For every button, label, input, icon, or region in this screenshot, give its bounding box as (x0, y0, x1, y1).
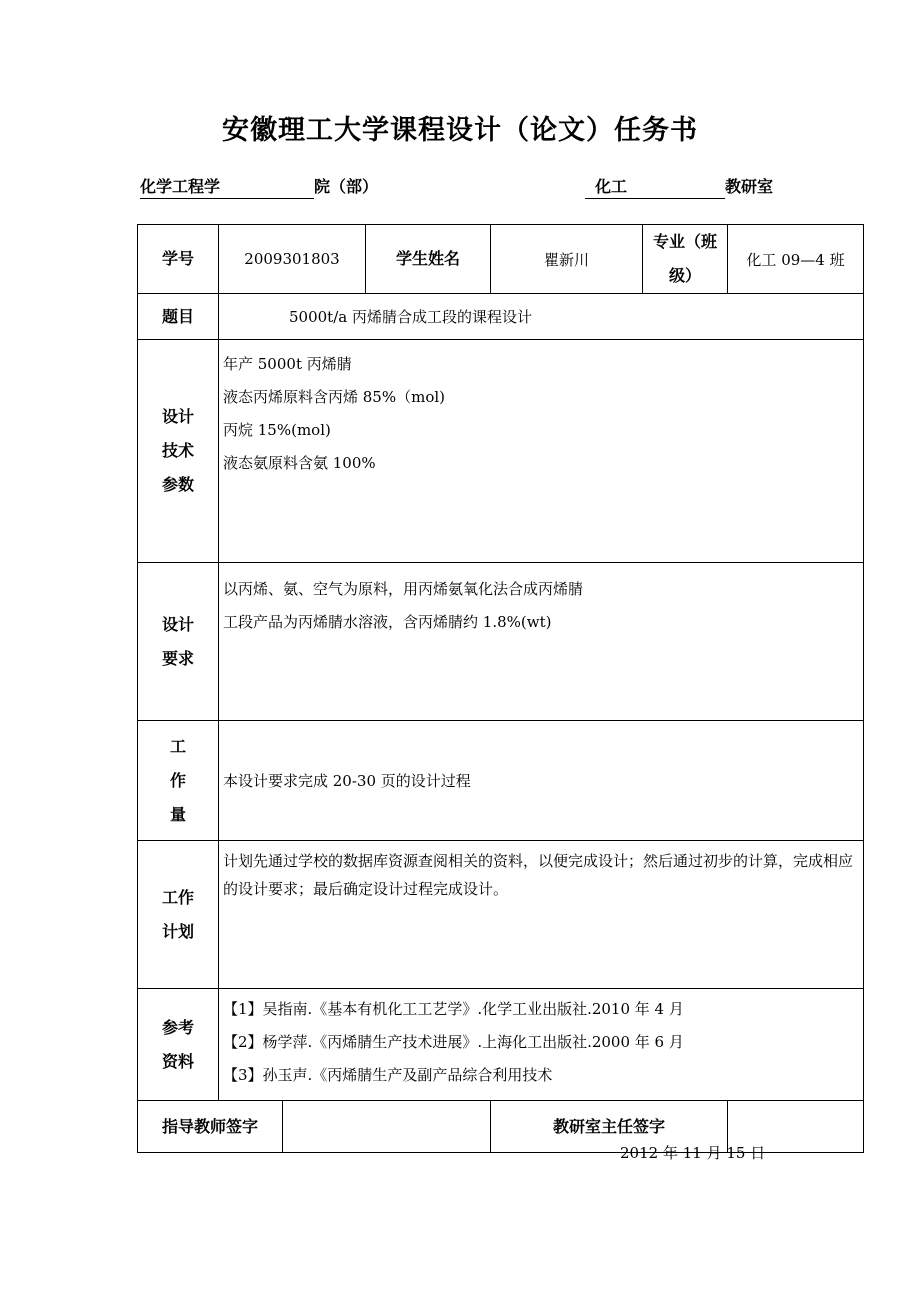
param-line: 年产 5000t 丙烯腈 (223, 355, 352, 373)
student-name-value: 瞿新川 (491, 225, 643, 294)
param-line: 丙烷 15%(mol) (223, 421, 331, 439)
office-name: 化工 (585, 176, 725, 199)
college-suffix: 院（部） (314, 177, 379, 196)
param-line: 液态氨原料含氨 100% (223, 454, 376, 472)
major-value: 化工 09—4 班 (728, 225, 864, 294)
topic-label: 题目 (138, 294, 219, 340)
document-date: 2012 年 11 月 15 日 (620, 1144, 766, 1162)
references-row (138, 989, 864, 1101)
reference-item: 【3】孙玉声.《丙烯腈生产及副产品综合利用技术 (223, 1066, 553, 1084)
student-name-label: 学生姓名 (366, 225, 491, 294)
info-row (138, 225, 864, 294)
params-label: 设计 技术 参数 (138, 340, 219, 563)
advisor-signature-label: 指导教师签字 (138, 1101, 283, 1153)
param-line: 液态丙烯原料含丙烯 85%（mol) (223, 388, 446, 406)
plan-row (138, 841, 864, 989)
params-row (138, 340, 864, 563)
major-label: 专业（班级） (643, 225, 728, 294)
plan-label: 工作 计划 (138, 841, 219, 989)
page-title: 安徽理工大学课程设计（论文）任务书 (222, 115, 698, 146)
workload-content: 本设计要求完成 20-30 页的设计过程 (219, 721, 864, 841)
college-line (140, 176, 378, 199)
reference-item: 【2】杨学萍.《丙烯腈生产技术进展》.上海化工出版社.2000 年 6 月 (223, 1033, 684, 1051)
requirements-label: 设计 要求 (138, 563, 219, 721)
references-content (219, 989, 864, 1101)
office-suffix: 教研室 (725, 177, 774, 196)
advisor-signature-field[interactable] (283, 1101, 491, 1153)
director-signature-label: 教研室主任签字 (491, 1101, 728, 1153)
student-id-label: 学号 (138, 225, 219, 294)
requirement-line: 以丙烯、氨、空气为原料，用丙烯氨氧化法合成丙烯腈 (223, 580, 584, 598)
workload-label: 工 作 量 (138, 721, 219, 841)
requirements-row (138, 563, 864, 721)
workload-row (138, 721, 864, 841)
plan-content: 计划先通过学校的数据库资源查阅相关的资料，以便完成设计；然后通过初步的计算，完成相应的设计要求；最后确定设计过程完成设计。 (219, 841, 864, 989)
requirement-line: 工段产品为丙烯腈水溶液，含丙烯腈约 1.8%(wt) (223, 613, 552, 631)
college-name: 化学工程学 (140, 176, 314, 199)
params-content (219, 340, 864, 563)
references-label: 参考 资料 (138, 989, 219, 1101)
student-id-value: 2009301803 (219, 225, 366, 294)
requirements-content (219, 563, 864, 721)
topic-value: 5000t/a 丙烯腈合成工段的课程设计 (219, 294, 864, 340)
topic-row (138, 294, 864, 340)
task-table (137, 224, 864, 1153)
office-line (585, 176, 773, 199)
reference-item: 【1】吴指南.《基本有机化工工艺学》.化学工业出版社.2010 年 4 月 (223, 1000, 684, 1018)
